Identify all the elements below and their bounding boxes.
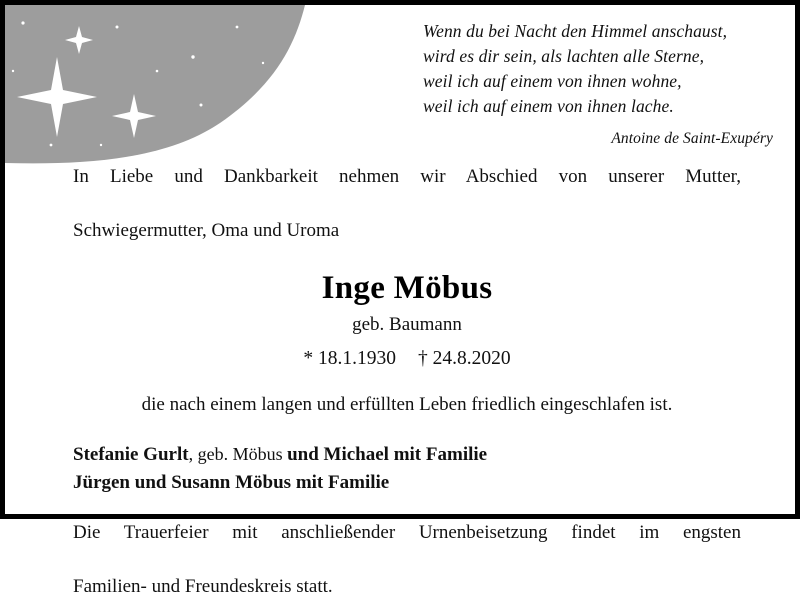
quote-line-1: Wenn du bei Nacht den Himmel anschaust, xyxy=(423,21,728,41)
ceremony-text xyxy=(73,519,741,600)
ceremony-line-2: Familien- und Freundeskreis statt. xyxy=(73,576,333,597)
notice-body xyxy=(73,163,741,600)
family-name-primary: Stefanie Gurlt xyxy=(73,444,189,465)
quote-line-4: weil ich auf einem von ihnen lache. xyxy=(423,96,674,116)
ceremony-line-1: Die Trauerfeier mit anschließender Urnenbeisetzung findet im engsten xyxy=(73,522,741,543)
passing-text: die nach einem langen und erfüllten Leben friedlich eingeschlafen ist. xyxy=(141,394,673,415)
maiden-name: geb. Baumann xyxy=(352,314,462,335)
family-block xyxy=(73,440,741,497)
night-sky-corner-art xyxy=(5,5,335,165)
intro-line-2: Schwiegermutter, Oma und Uroma xyxy=(73,220,340,241)
quote-author: Antoine de Saint-Exupéry xyxy=(611,130,773,147)
death-date: † 24.8.2020 xyxy=(418,348,511,369)
family-maiden-note: , geb. Möbus xyxy=(188,444,288,464)
quote-block xyxy=(423,19,773,151)
quote-line-3: weil ich auf einem von ihnen wohne, xyxy=(423,71,682,91)
birth-date: * 18.1.1930 xyxy=(303,348,396,369)
notice-inner xyxy=(5,5,795,597)
intro-line-1: In Liebe und Dankbarkeit nehmen wir Abschied von unserer Mutter, xyxy=(73,166,741,187)
quote-line-2: wird es dir sein, als lachten alle Sterne, xyxy=(423,46,705,66)
intro-text xyxy=(73,163,741,244)
family-line-1 xyxy=(73,440,741,469)
deceased-name: Inge Möbus xyxy=(321,270,493,306)
family-line-2: Jürgen und Susann Möbus mit Familie xyxy=(73,472,390,493)
life-dates xyxy=(73,348,741,370)
family-partner: und Michael mit Familie xyxy=(287,444,488,465)
